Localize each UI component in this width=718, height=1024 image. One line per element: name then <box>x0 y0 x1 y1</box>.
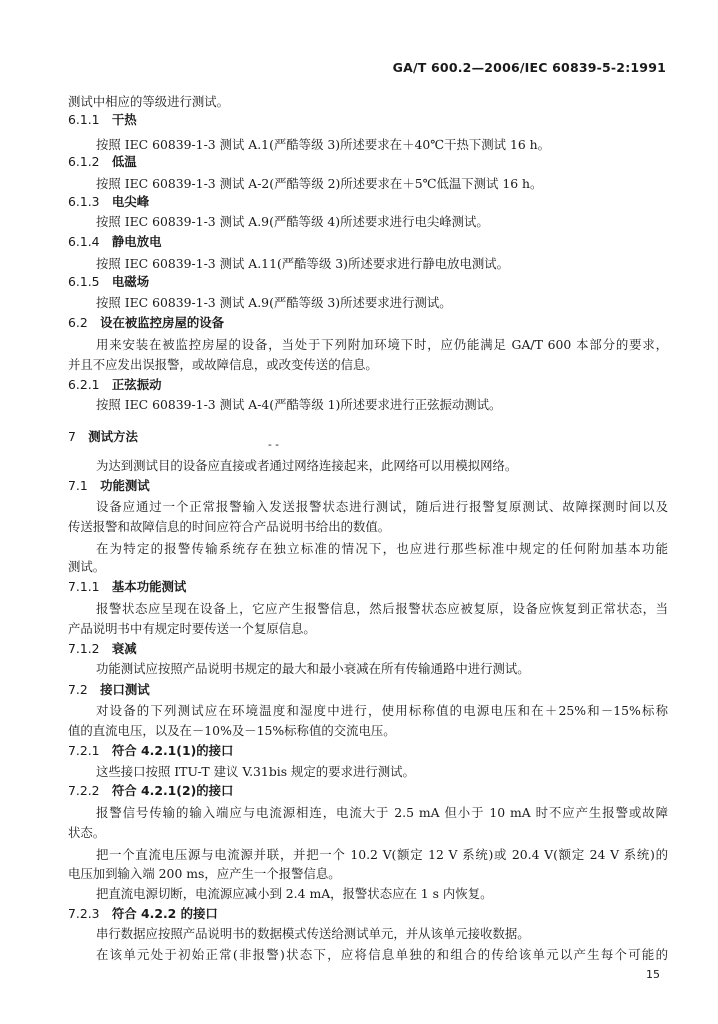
section-heading: 7.2.1 符合 4.2.1(1)的接口 <box>68 743 234 758</box>
text-line: 串行数据应按照产品说明书的数据模式传送给测试单元，并从该单元接收数据。 <box>96 926 530 941</box>
text-line: 按照 IEC 60839-1-3 测试 A.9(严酷等级 4)所述要求进行电尖峰测试。 <box>96 214 489 229</box>
text-line: 在为特定的报警传输系统存在独立标准的情况下，也应进行那些标准中规定的任何附加基本功能 <box>96 541 668 556</box>
standard-header: GA/T 600.2—2006/IEC 60839-5-2:1991 <box>392 60 666 75</box>
text-line: 报警状态应呈现在设备上，它应产生报警信息，然后报警状态应被复原，设备应恢复到正常状态，当 <box>96 601 668 616</box>
text-line: 按照 IEC 60839-1-3 测试 A.11(严酷等级 3)所述要求进行静电放电测试。 <box>96 256 510 271</box>
text-line: 把直流电源切断，电流源应减小到 2.4 mA，报警状态应在 1 s 内恢复。 <box>96 886 493 901</box>
page-number: 15 <box>646 968 660 981</box>
text-line: 对设备的下列测试应在环境温度和湿度中进行，使用标称值的电源电压和在＋25%和－15%标称 <box>96 703 668 718</box>
text-line: 用来安装在被监控房屋的设备，当处于下列附加环境下时，应仍能满足 GA/T 600 本部分的要求， <box>96 337 668 352</box>
text-line: 把一个直流电压源与电流源并联，并把一个 10.2 V(额定 12 V 系统)或 20.4 V(额定 24 V 系统)的 <box>96 847 668 862</box>
chapter-heading: 7 测试方法 <box>68 429 138 444</box>
text-line: 在该单元处于初始正常(非报警)状态下，应将信息单独的和组合的传给该单元以产生每个可能的 <box>96 947 668 962</box>
section-heading: 6.1.5 电磁场 <box>68 274 150 289</box>
text-line: 按照 IEC 60839-1-3 测试 A-4(严酷等级 1)所述要求进行正弦振动测试。 <box>96 397 502 412</box>
text-line: 报警信号传输的输入端应与电流源相连，电流大于 2.5 mA 但小于 10 mA 时不应产生报警或故障 <box>96 805 668 820</box>
text-line: 为达到测试目的设备应直接或者通过网络连接起来，此网络可以用模拟网络。 <box>96 458 518 473</box>
section-heading: 6.1.3 电尖峰 <box>68 194 150 209</box>
text-line: 按照 IEC 60839-1-3 测试 A-2(严酷等级 2)所述要求在＋5℃低温下测试 16 h。 <box>96 176 543 191</box>
text-line: 并且不应发出误报警，或故障信息，或改变传送的信息。 <box>68 357 378 372</box>
section-heading: 7.2 接口测试 <box>68 682 150 697</box>
text-line: 测试。 <box>68 559 106 574</box>
text-line: 按照 IEC 60839-1-3 测试 A.1(严酷等级 3)所述要求在＋40℃干热下测试 16 h。 <box>96 137 551 152</box>
section-heading: 6.1.4 静电放电 <box>68 234 162 249</box>
section-heading: 6.2.1 正弦振动 <box>68 377 162 392</box>
text-line: 电压加到输入端 200 ms，应产生一个报警信息。 <box>68 866 341 881</box>
text-line: 状态。 <box>68 825 106 840</box>
text-line: 传送报警和故障信息的时间应符合产品说明书给出的数值。 <box>68 519 391 534</box>
text-line: 测试中相应的等级进行测试。 <box>68 94 230 109</box>
scan-mark: - - <box>268 438 279 451</box>
section-heading: 7.1.1 基本功能测试 <box>68 579 187 594</box>
section-heading: 7.1 功能测试 <box>68 478 150 493</box>
text-line: 功能测试应按照产品说明书规定的最大和最小衰减在所有传输通路中进行测试。 <box>96 661 530 676</box>
section-heading: 6.1.1 干热 <box>68 112 137 127</box>
text-line: 产品说明书中有规定时要传送一个复原信息。 <box>68 621 316 636</box>
text-line: 设备应通过一个正常报警输入发送报警状态进行测试，随后进行报警复原测试、故障探测时间以及 <box>96 499 668 514</box>
section-heading: 6.2 设在被监控房屋的设备 <box>68 315 225 330</box>
text-line: 值的直流电压，以及在－10%及－15%标称值的交流电压。 <box>68 723 396 738</box>
section-heading: 7.2.3 符合 4.2.2 的接口 <box>68 906 218 921</box>
section-heading: 6.1.2 低温 <box>68 154 137 169</box>
section-heading: 7.2.2 符合 4.2.1(2)的接口 <box>68 783 234 798</box>
text-line: 这些接口按照 ITU-T 建议 V.31bis 规定的要求进行测试。 <box>96 764 415 779</box>
text-line: 按照 IEC 60839-1-3 测试 A.9(严酷等级 3)所述要求进行测试。 <box>96 295 452 310</box>
section-heading: 7.1.2 衰减 <box>68 641 137 656</box>
